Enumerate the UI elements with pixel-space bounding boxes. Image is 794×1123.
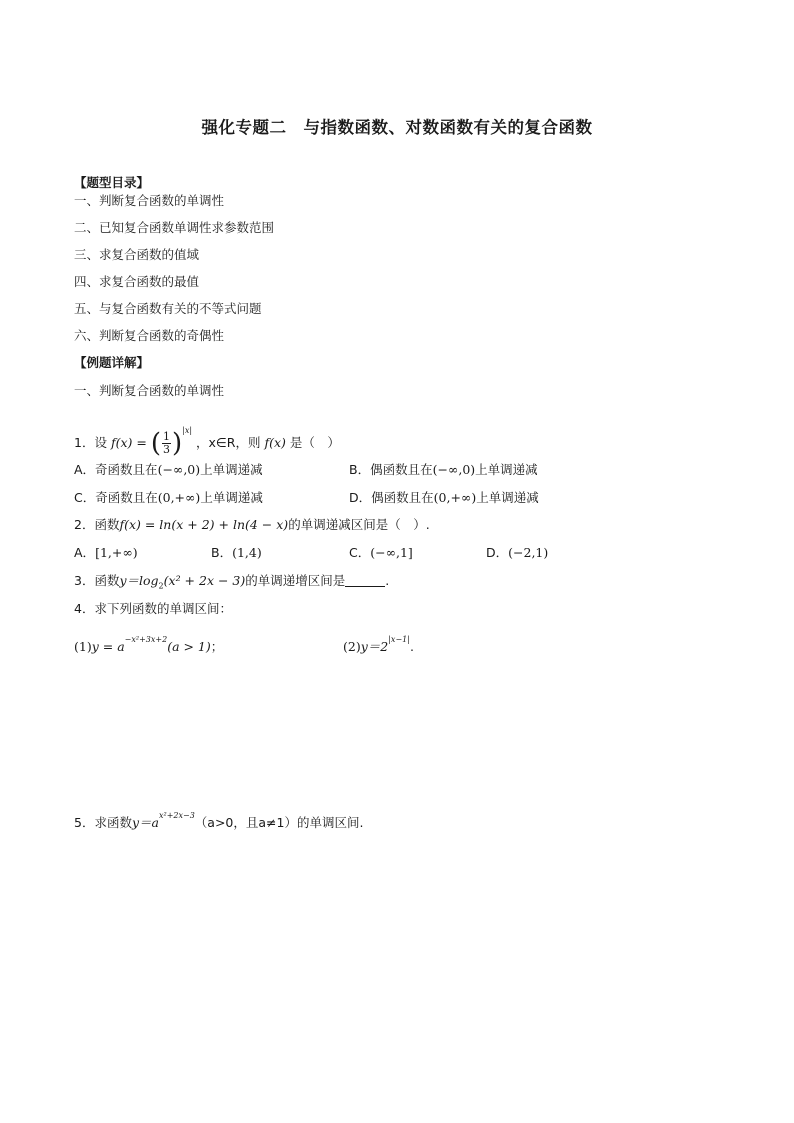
answer-blank	[345, 574, 385, 587]
function-expr: f(x)	[264, 435, 286, 450]
option-a: A．奇函数且在(−∞,0)上单调递减	[74, 462, 263, 477]
question-3: 3．函数$y=\log_2(x^2 + 2x - 3)$的单调递增区间是 .	[74, 573, 390, 591]
function-expr: f(x) = ln(x + 2) + ln(4 − x)	[119, 517, 289, 532]
question-number: 1．设	[74, 435, 107, 450]
catalog-item: 二、已知复合函数单调性求参数范围	[74, 220, 275, 235]
question-4: 4．求下列函数的单调区间：	[74, 601, 232, 616]
right-paren: )	[171, 428, 183, 459]
option-a: A．[1,+∞)	[74, 545, 138, 560]
section-heading: 一、判断复合函数的单调性	[74, 383, 225, 398]
catalog-heading: 【题型目录】	[74, 175, 150, 190]
function-expr: f(x) =	[110, 435, 147, 450]
catalog-item: 六、判断复合函数的奇偶性	[74, 328, 225, 343]
question-tail: 是（ ）	[289, 435, 340, 450]
option-b: B．(1,4)	[211, 545, 262, 560]
option-d: D．(−2,1)	[486, 545, 549, 560]
question-2: 2．函数f(x) = ln(x + 2) + ln(4 − x)的单调递减区间是（ ）.	[74, 517, 430, 532]
question-1	[74, 416, 340, 458]
catalog-item: 五、与复合函数有关的不等式问题	[74, 301, 262, 316]
question-4-part-2: $(2)y=2^{|x-1|}$.	[343, 635, 414, 654]
exponent: |x|	[182, 426, 193, 435]
option-c: C．奇函数且在(0,+∞)上单调递减	[74, 490, 263, 505]
examples-heading: 【例题详解】	[74, 355, 150, 370]
option-d: D．偶函数且在(0,+∞)上单调递减	[349, 490, 539, 505]
fraction: $\frac{1}{3}$	[162, 430, 170, 456]
option-c: C．(−∞,1]	[349, 545, 413, 560]
catalog-item: 三、求复合函数的值域	[74, 247, 200, 262]
page-title: 强化专题二 与指数函数、对数函数有关的复合函数	[201, 118, 593, 137]
option-b: B．偶函数且在(−∞,0)上单调递减	[349, 462, 538, 477]
condition-text: ，x∈R，则	[196, 435, 261, 450]
left-paren: (	[150, 428, 161, 459]
question-5: 5．求函数$y=a^{x^2+2x-3}(a>0$，且a≠1）的单调区间.	[74, 811, 364, 830]
question-4-part-1: $(1)y = a^{-x^2+3x+2}(a > 1)$；	[74, 635, 224, 654]
catalog-item: 四、求复合函数的最值	[74, 274, 200, 289]
catalog-item: 一、判断复合函数的单调性	[74, 193, 225, 208]
